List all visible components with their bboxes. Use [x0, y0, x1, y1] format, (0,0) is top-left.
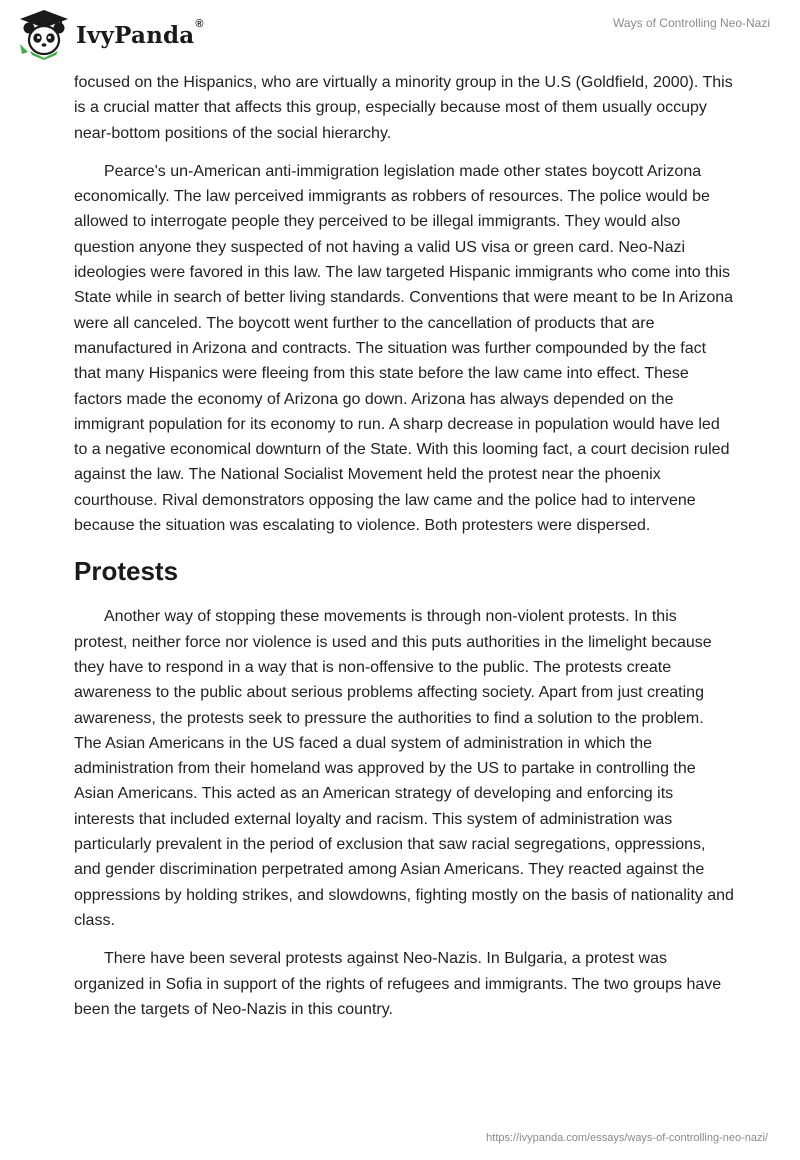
paragraph-4: There have been several protests against Neo-Nazis. In Bulgaria, a protest was organized in Sofia in support of the rights of refugees and immigrants. The two groups have been the targets of Neo-Nazis in this country.	[74, 950, 722, 1018]
essay-body	[74, 70, 734, 1035]
paragraph-1: focused on the Hispanics, who are virtually a minority group in the U.S (Goldfield, 2000). This is a crucial matter that affects this group, especially because most of them usually occupy near-bottom positions of the social hierarchy.	[74, 74, 733, 142]
panda-graduate-icon	[16, 8, 72, 60]
source-url[interactable]: https://ivypanda.com/essays/ways-of-controlling-neo-nazi/	[486, 1132, 768, 1144]
page-header	[0, 0, 800, 70]
logo-text: IvyPanda	[76, 21, 195, 49]
document-title: Ways of Controlling Neo-Nazi	[613, 16, 770, 30]
section-heading-protests: Protests	[74, 556, 179, 587]
paragraph-2: Pearce's un-American anti-immigration legislation made other states boycott Arizona economically. The law perceived immigrants as robbers of resources. The police would be allowed to interrogate people they perceived to be illegal immigrants. They would also question anyone they suspected of not having a valid US visa or green card. Neo-Nazi ideologies were favored in this law. The law targeted Hispanic immigrants who come into this State while in search of better living standards. Conventions that were meant to be In Arizona were all canceled. The boycott went further to the cancellation of products that are manufactured in Arizona and contracts. The situation was further compounded by the fact that many Hispanics were fleeing from this state before the law came into effect. These factors made the economy of Arizona go down. Arizona has always depended on the immigrant population for its economy to run. A sharp decrease in population would have led to a negative economical downturn of the State. With this looming fact, a court decision ruled against the law. The National Socialist Movement held the protest near the phoenix courthouse. Rival demonstrators opposing the law came and the police had to intervene because the situation was escalating to violence. Both protesters were dispersed.	[74, 162, 734, 535]
paragraph-3: Another way of stopping these movements is through non-violent protests. In this protest, neither force nor violence is used and this puts authorities in the limelight because they have to respond in a way that is non-offensive to the public. The protests create awareness to the public about serious problems affecting society. Apart from just creating awareness, the protests seek to pressure the authorities to find a solution to the problem. The Asian Americans in the US faced a dual system of administration in which the administration from their homeland was approved by the US to partake in controlling the Asian Americans. This acted as an American strategy of developing and enforcing its interests that included external loyalty and racism. This system of administration was particularly prevalent in the period of exclusion that saw racial segregations, oppressions, and gender discrimination perpetrated among Asian Americans. They reacted against the oppressions by holding strikes, and slowdowns, fighting mostly on the basis of nationality and class.	[74, 608, 734, 929]
registered-mark: ®	[195, 17, 204, 30]
ivypanda-logo[interactable]	[16, 8, 204, 60]
logo-wordmark	[76, 17, 204, 49]
